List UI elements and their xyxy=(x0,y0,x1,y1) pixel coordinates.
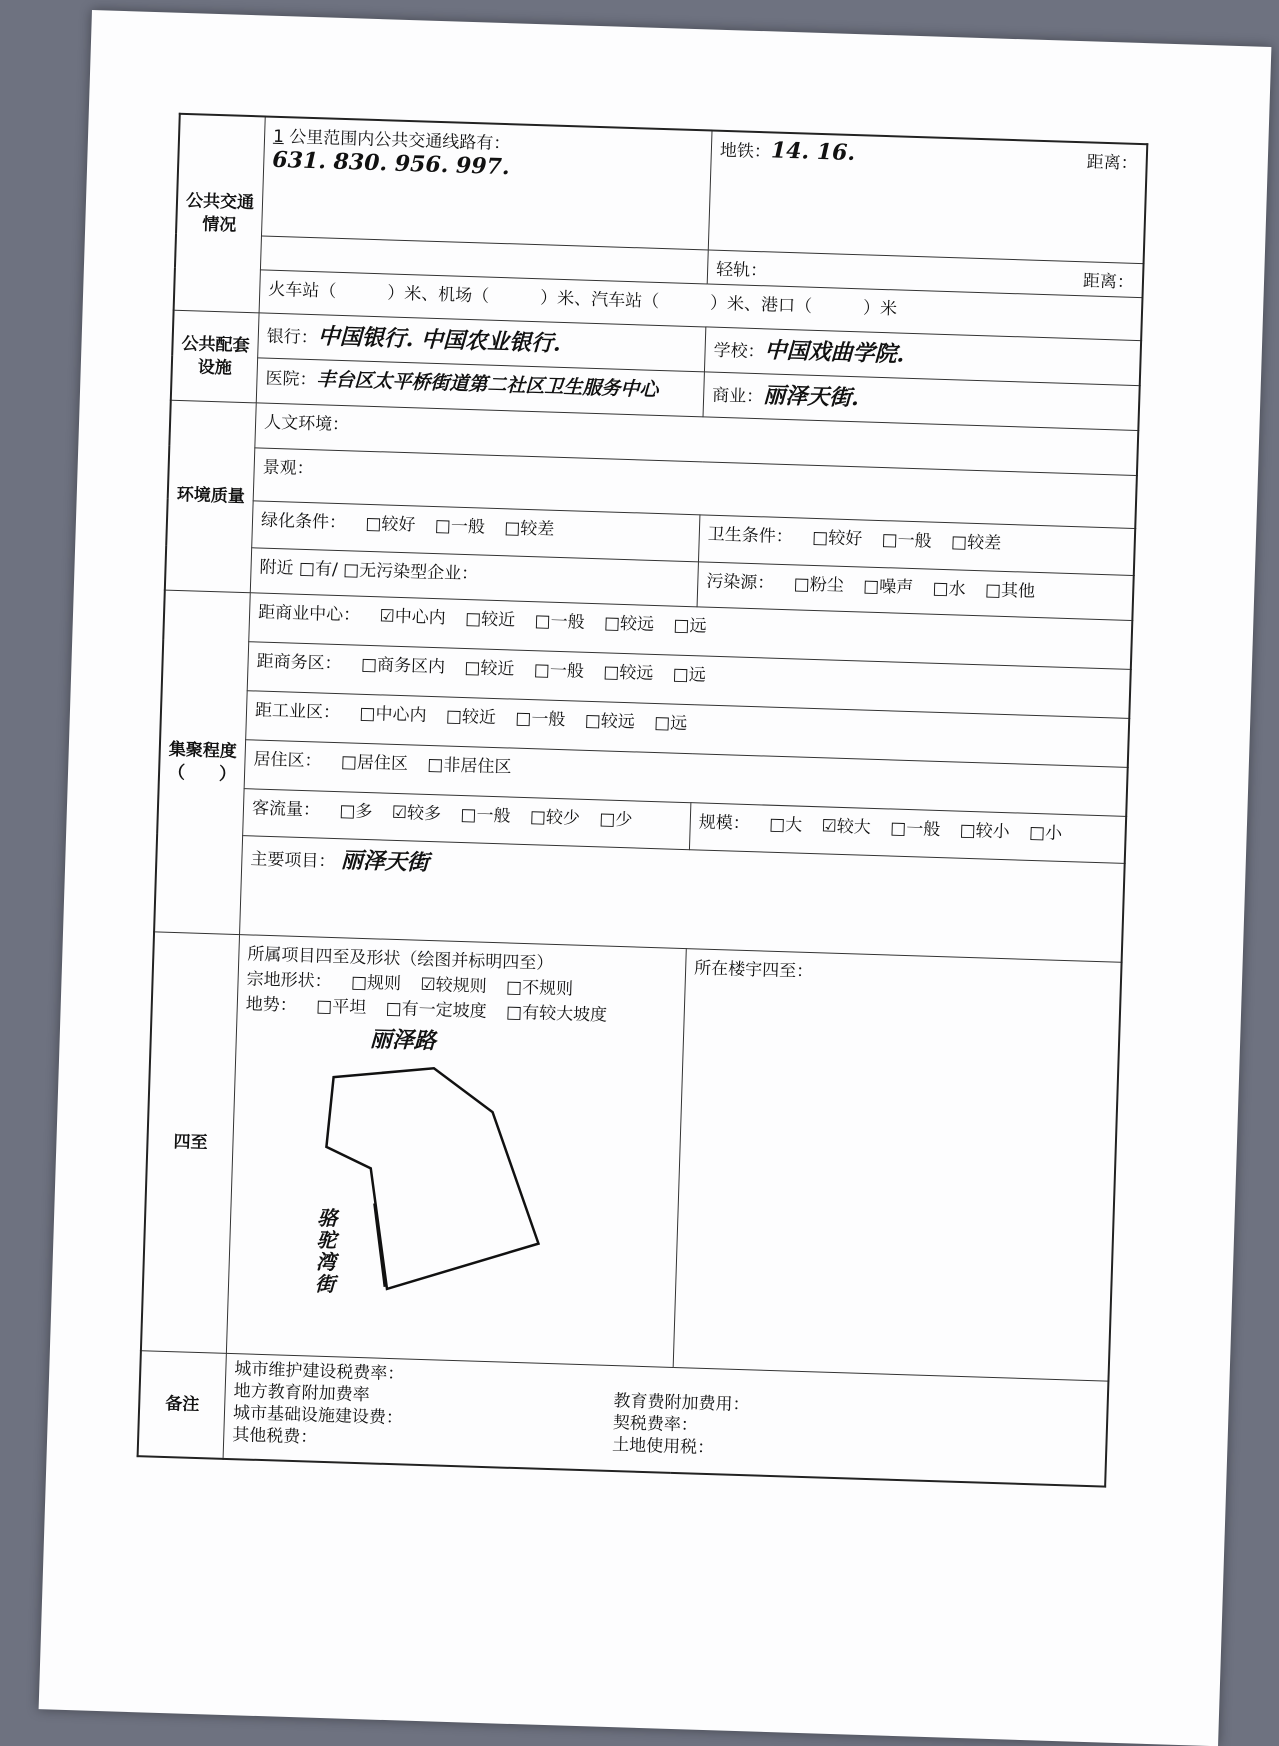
bank-label: 银行： xyxy=(266,326,319,349)
school-label: 学校： xyxy=(713,340,765,363)
green-opt-good[interactable]: □较好 xyxy=(365,513,416,536)
hygiene-opt-good[interactable]: □较好 xyxy=(811,527,863,550)
industrial-opt-near[interactable]: □较近 xyxy=(445,706,497,729)
nearby-cell: 附近 □有/ □无污染型企业： xyxy=(250,548,698,607)
hospital-value: 丰台区太平桥街道第二社区卫生服务中心 xyxy=(316,368,659,401)
landscape-row: 景观： xyxy=(253,448,1137,529)
bus-lines-cell xyxy=(261,116,712,249)
hygiene-opt-average[interactable]: □一般 xyxy=(881,530,932,552)
metro-distance-label: 距离： xyxy=(1086,152,1138,174)
note-local-education: 地方教育附加费率 xyxy=(233,1381,370,1406)
project-label: 主要项目： xyxy=(250,849,336,873)
traffic-opt-more[interactable]: ☑较多 xyxy=(391,802,442,825)
building-boundary-cell: 所在楼宇四至： xyxy=(673,949,1121,1381)
cbd-opt-farish[interactable]: □较远 xyxy=(603,613,655,635)
section-boundaries: 四至 xyxy=(141,932,240,1353)
green-opt-average[interactable]: □一般 xyxy=(434,516,486,538)
shape-label: 宗地形状： xyxy=(246,969,332,993)
bus-lines-value: 631. 830. 956. 997. xyxy=(271,146,510,181)
notes-right xyxy=(612,1370,751,1463)
stations-row: 火车站（ ）米、机场（ ）米、汽车站（ ）米、港口（ ）米 xyxy=(259,270,1142,341)
scale-label: 规模： xyxy=(698,812,751,835)
note-land-use-tax: 土地使用税： xyxy=(611,1435,715,1459)
scale-opt-average[interactable]: □一般 xyxy=(889,818,941,841)
traffic-opt-less[interactable]: □较少 xyxy=(529,807,581,829)
cbd-opt-near[interactable]: □较近 xyxy=(464,609,516,631)
note-infrastructure: 城市基础设施建设费： xyxy=(232,1403,404,1429)
hygiene-label: 卫生条件： xyxy=(707,524,794,548)
shape-opt-irregular[interactable]: □不规则 xyxy=(505,977,574,1000)
traffic-opt-few[interactable]: □少 xyxy=(598,809,633,831)
pollution-opt-dust[interactable]: □粉尘 xyxy=(793,574,845,596)
light-rail-label: 轻轨： xyxy=(715,259,768,282)
industrial-opt-center[interactable]: □中心内 xyxy=(359,703,427,726)
bank-value: 中国银行. 中国农业银行. xyxy=(317,323,562,357)
metro-value: 14. 16. xyxy=(770,137,856,167)
business-label: 距商务区： xyxy=(256,651,342,675)
shape-opt-fairly-regular[interactable]: ☑较规则 xyxy=(420,974,487,997)
green-label: 绿化条件： xyxy=(260,510,347,534)
section-transit: 公共交通情况 xyxy=(174,114,266,313)
notes-left xyxy=(232,1358,615,1458)
cbd-opt-far[interactable]: □远 xyxy=(673,615,707,637)
cbd-opt-average[interactable]: □一般 xyxy=(534,611,585,633)
km-prefix: 1 xyxy=(272,126,285,148)
light-rail-distance-label: 距离： xyxy=(1082,271,1135,293)
industrial-label: 距工业区： xyxy=(254,700,341,724)
industrial-opt-far[interactable]: □远 xyxy=(653,713,688,735)
business-opt-far[interactable]: □远 xyxy=(672,664,707,686)
residential-opt-yes[interactable]: □居住区 xyxy=(340,752,409,775)
business-opt-inside[interactable]: □商务区内 xyxy=(360,654,446,678)
survey-form xyxy=(137,113,1149,1488)
terrain-opt-slope[interactable]: □有一定坡度 xyxy=(385,998,487,1022)
business-opt-average[interactable]: □一般 xyxy=(533,660,585,682)
commerce-label: 商业： xyxy=(711,385,764,408)
school-value: 中国戏曲学院. xyxy=(764,337,905,368)
scale-opt-smaller[interactable]: □较小 xyxy=(959,820,1011,843)
parcel-outline xyxy=(235,1034,644,1346)
paper-sheet xyxy=(39,10,1272,1746)
pollution-opt-noise[interactable]: □噪声 xyxy=(862,576,914,599)
pollution-label: 污染源： xyxy=(706,571,775,594)
note-deed-tax: 契税费率： xyxy=(612,1413,699,1436)
terrain-opt-flat[interactable]: □平坦 xyxy=(315,996,367,1019)
commerce-value: 丽泽天街. xyxy=(762,382,860,412)
terrain-label: 地势： xyxy=(245,994,298,1016)
traffic-opt-average[interactable]: □一般 xyxy=(460,804,511,827)
sketch-north-label: 丽泽路 xyxy=(369,1026,437,1055)
boundaries-title: 所属项目四至及形状（绘图并标明四至） xyxy=(247,944,554,974)
hospital-label: 医院： xyxy=(265,368,317,391)
section-agglomeration xyxy=(154,590,250,935)
metro-label: 地铁： xyxy=(719,140,772,163)
note-education-surcharge: 教育费附加费用： xyxy=(613,1391,750,1416)
scale-opt-larger[interactable]: ☑较大 xyxy=(821,816,872,838)
shape-opt-regular[interactable]: □规则 xyxy=(350,972,402,995)
note-urban-maintenance: 城市维护建设税费率： xyxy=(234,1359,405,1385)
business-opt-near[interactable]: □较近 xyxy=(464,658,515,680)
terrain-opt-steep[interactable]: □有较大坡度 xyxy=(505,1002,608,1026)
section-environment: 环境质量 xyxy=(165,400,256,593)
residential-label: 居住区： xyxy=(253,749,322,772)
residential-opt-no[interactable]: □非居住区 xyxy=(427,754,512,778)
km-label: 公里范围内公共交通线路有： xyxy=(289,127,511,155)
green-opt-poor[interactable]: □较差 xyxy=(503,518,555,540)
agglomeration-paren: （ ） xyxy=(167,762,237,785)
scale-opt-small[interactable]: □小 xyxy=(1028,822,1063,844)
cbd-label: 距商业中心： xyxy=(257,602,361,626)
industrial-opt-farish[interactable]: □较远 xyxy=(584,710,636,733)
section-notes: 备注 xyxy=(138,1351,227,1459)
agglomeration-title: 集聚程度 xyxy=(168,740,238,763)
culture-row: 人文环境： xyxy=(255,403,1138,476)
sketch-cell xyxy=(226,935,686,1368)
section-facilities: 公共配套设施 xyxy=(171,310,259,403)
traffic-opt-many[interactable]: □多 xyxy=(339,801,373,823)
industrial-opt-average[interactable]: □一般 xyxy=(514,708,566,731)
pollution-opt-other[interactable]: □其他 xyxy=(984,580,1036,602)
business-opt-farish[interactable]: □较远 xyxy=(602,662,654,684)
sketch-west-label: 骆驼湾街 xyxy=(314,1205,338,1297)
project-value: 丽泽天街 xyxy=(340,847,430,876)
note-other-tax: 其他税费： xyxy=(231,1425,318,1449)
traffic-label: 客流量： xyxy=(251,798,321,821)
hygiene-opt-poor[interactable]: □较差 xyxy=(950,532,1002,554)
scale-opt-large[interactable]: □大 xyxy=(768,814,803,836)
cbd-opt-center[interactable]: ☑中心内 xyxy=(379,606,447,629)
metro-cell xyxy=(708,131,1147,264)
site-sketch xyxy=(236,1014,676,1337)
pollution-opt-water[interactable]: □水 xyxy=(932,578,966,600)
